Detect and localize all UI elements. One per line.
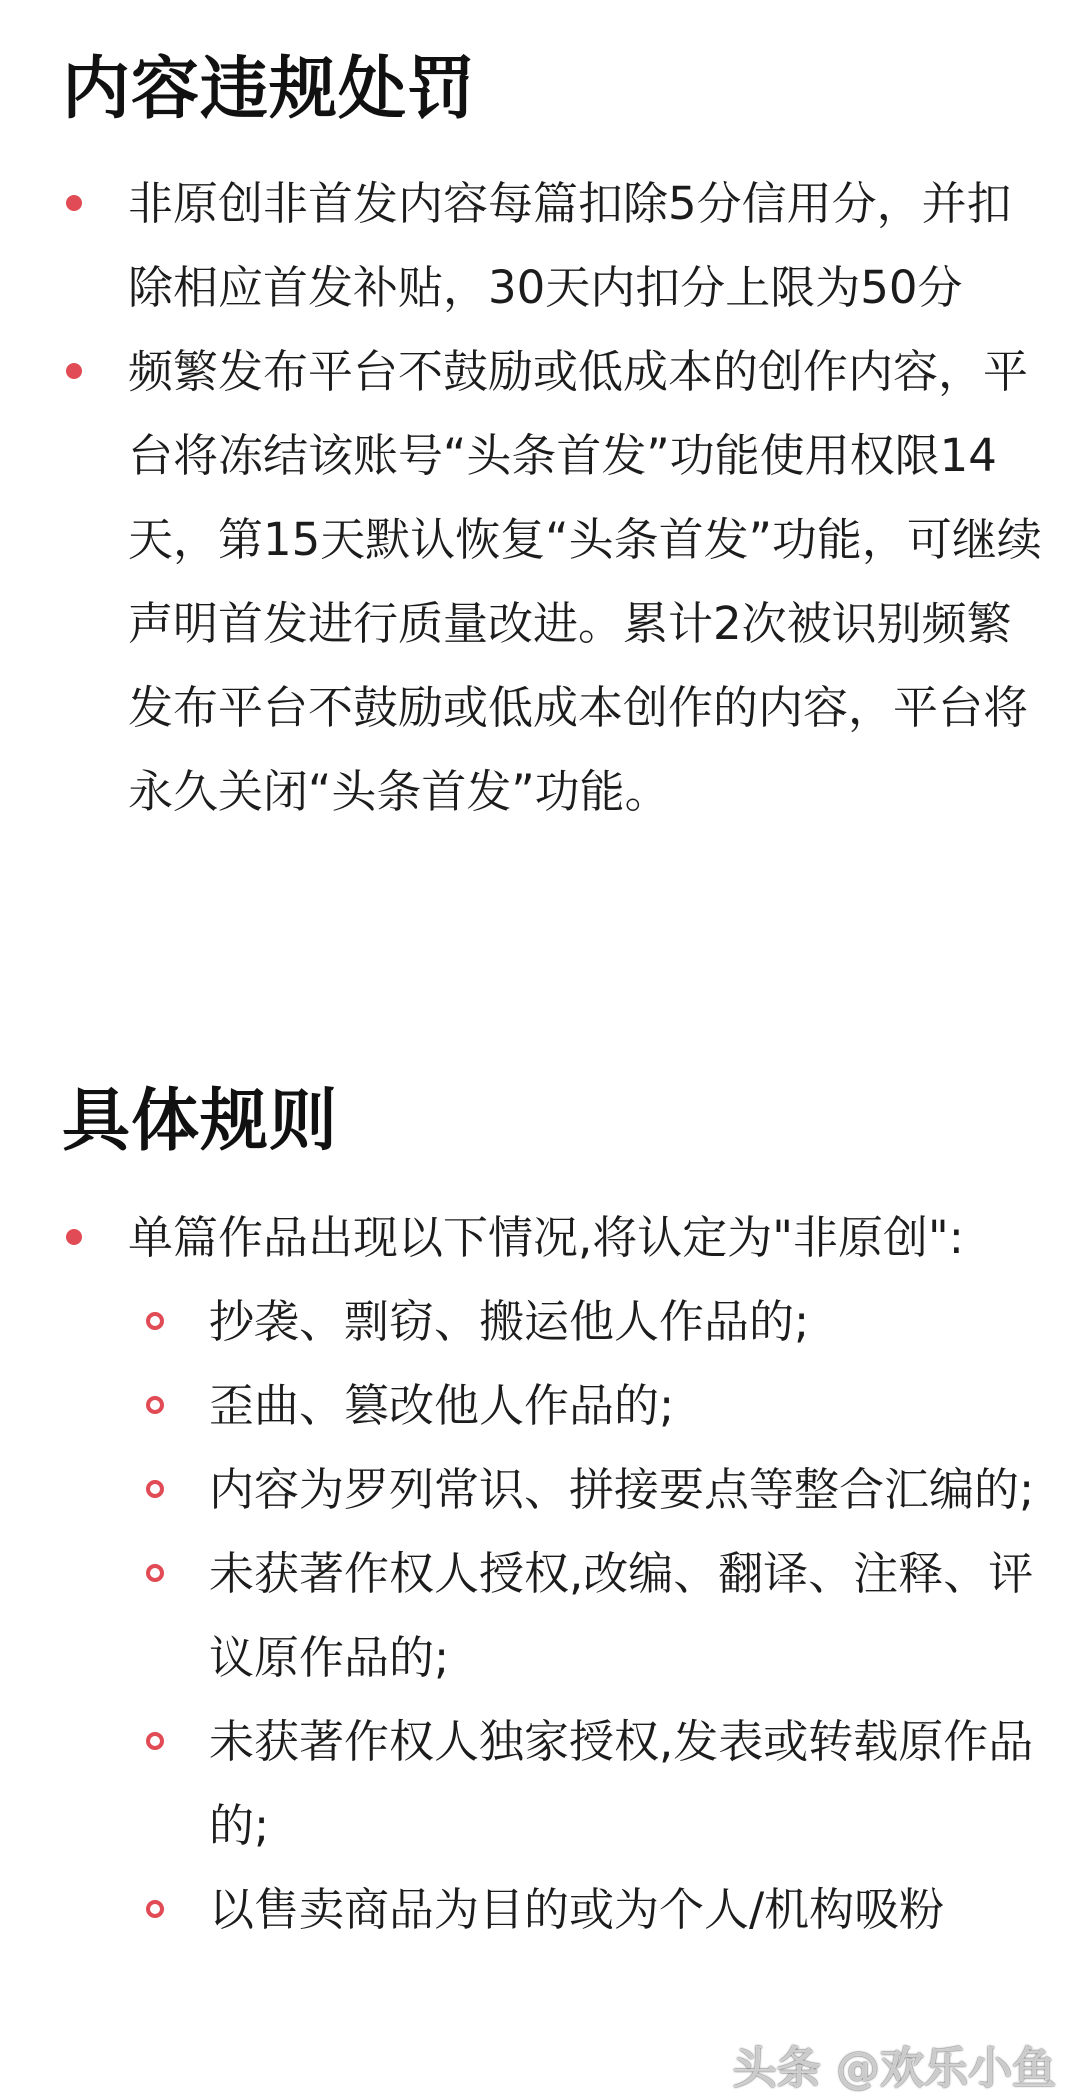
list-item-text: 单篇作品出现以下情况,将认定为"非原创": — [128, 1211, 964, 1264]
bullet-ring-icon — [146, 1480, 164, 1498]
sub-list-item — [0, 1280, 1084, 1364]
sub-list-item-text: 未获著作权人独家授权,发表或转载原作品的; — [209, 1715, 1034, 1852]
watermark: 头条 @欢乐小鱼 — [732, 2043, 1056, 2094]
sub-list-item-text: 内容为罗列常识、拼接要点等整合汇编的; — [209, 1463, 1035, 1516]
sub-list-item — [0, 1448, 1084, 1532]
sub-list-item — [0, 1700, 1084, 1868]
rules-list — [0, 1196, 1084, 1952]
bullet-ring-icon — [146, 1732, 164, 1750]
sub-list-item-text: 抄袭、剽窃、搬运他人作品的; — [209, 1295, 810, 1348]
list-item-text: 非原创非首发内容每篇扣除5分信用分，并扣除相应首发补贴，30天内扣分上限为50分 — [128, 177, 1012, 314]
sub-list-item — [0, 1364, 1084, 1448]
bullet-ring-icon — [146, 1312, 164, 1330]
list-item — [0, 330, 1084, 834]
bullet-ring-icon — [146, 1564, 164, 1582]
list-item-text: 频繁发布平台不鼓励或低成本的创作内容，平台将冻结该账号“头条首发”功能使用权限14天，第15天默认恢复“头条首发”功能，可继续声明首发进行质量改进。累计2次被识别频繁发布平台不鼓励或低成本创作的内容，平台将永久关闭“头条首发”功能。 — [128, 345, 1042, 818]
bullet-ring-icon — [146, 1396, 164, 1414]
sub-list-item-text: 以售卖商品为目的或为个人/机构吸粉 — [209, 1883, 945, 1936]
sub-list-item-text: 未获著作权人授权,改编、翻译、注释、评议原作品的; — [209, 1547, 1034, 1684]
bullet-ring-icon — [146, 1900, 164, 1918]
sub-list-item-text: 歪曲、篡改他人作品的; — [209, 1379, 675, 1432]
bullet-dot-icon — [66, 195, 82, 211]
section-title-rules: 具体规则 — [62, 1082, 339, 1161]
sub-list-item — [0, 1532, 1084, 1700]
penalty-list — [0, 162, 1084, 834]
sub-list-item — [0, 1868, 1084, 1952]
list-item — [0, 1196, 1084, 1280]
bullet-dot-icon — [66, 363, 82, 379]
section-title-penalty: 内容违规处罚 — [62, 50, 477, 129]
bullet-dot-icon — [66, 1229, 82, 1245]
list-item — [0, 162, 1084, 330]
